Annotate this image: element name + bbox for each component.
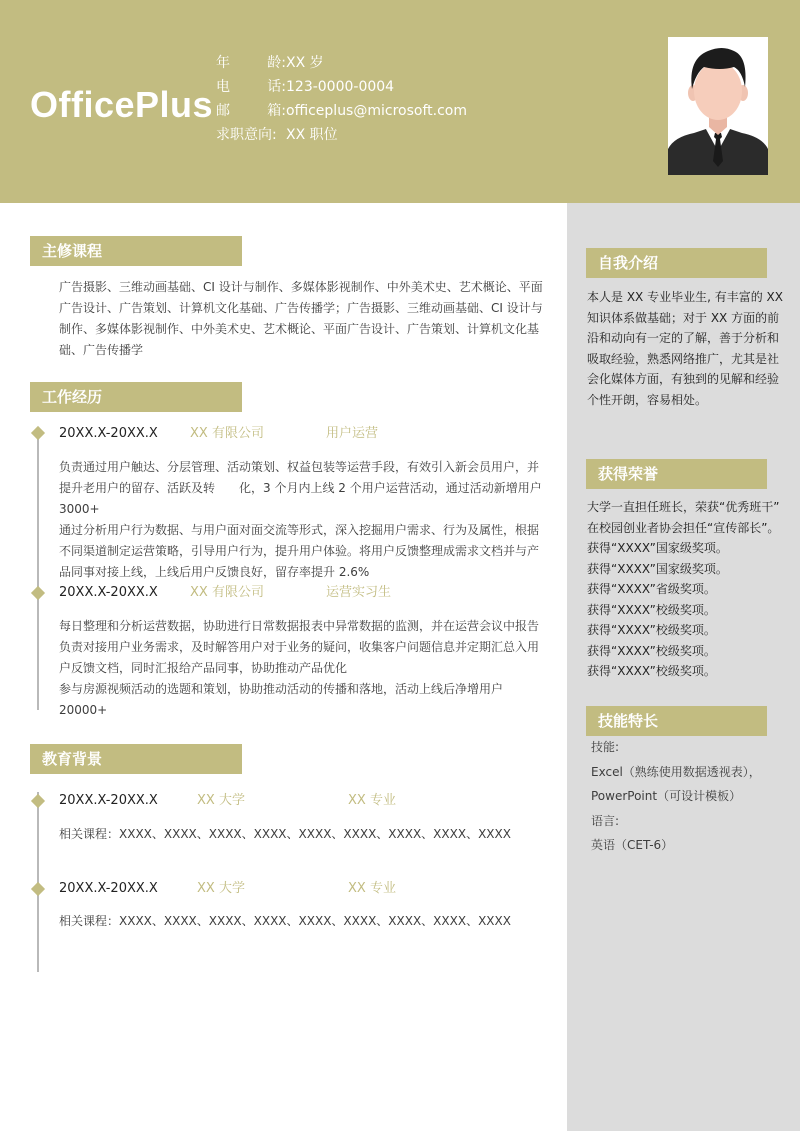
edu-entry-1-major: XX 专业 <box>348 793 396 808</box>
edu-entry-1-header <box>59 791 396 811</box>
phone-value: 123-0000-0004 <box>286 79 395 95</box>
edu-entry-2-header <box>59 879 396 899</box>
profile-photo <box>668 37 768 175</box>
edu-entry-2-marker <box>31 882 45 896</box>
work-entry-2-description: 每日整理和分析运营数据，协助进行日常数据报表中异常数据的监测，并在运营会议中报告 负责对接用户业务需求，及时解答用户对于业务的疑问，收集客户问题信息并定期汇总入用 户反馈文档，同时汇报给产品同事，协助推动产品优化 参与房源视频活动的选题和策划，协助推动活动的传播和落地，活动上线后净增用户 20000+ <box>59 619 540 717</box>
work-entry-2-date: 20XX.X-20XX.X <box>59 585 158 600</box>
header-banner <box>0 0 800 203</box>
edu-entry-1-marker <box>31 794 45 808</box>
edu-entry-2-date: 20XX.X-20XX.X <box>59 881 158 896</box>
avatar-icon <box>668 37 768 175</box>
edu-entry-2-school: XX 大学 <box>197 881 245 896</box>
work-entry-2-header <box>59 583 392 603</box>
honors-list: 大学一直担任班长，荣获“优秀班干” 在校园创业者协会担任“宣传部长”。 获得“XXXX”国家级奖项。 获得“XXXX”国家级奖项。 获得“XXXX”省级奖项。 获得“XXXX”校级奖项。 获得“XXXX”校级奖项。 获得“XXXX”校级奖项。 获得“XXXX”校级奖项。 <box>587 500 780 678</box>
edu-entry-2-courses: 相关课程：XXXX、XXXX、XXXX、XXXX、XXXX、XXXX、XXXX、XXXX、XXXX <box>59 914 511 928</box>
edu-entry-1-courses: 相关课程：XXXX、XXXX、XXXX、XXXX、XXXX、XXXX、XXXX、XXXX、XXXX <box>59 827 511 841</box>
age-value: XX 岁 <box>286 55 324 71</box>
personal-info <box>216 52 467 148</box>
work-timeline <box>37 432 39 710</box>
work-entry-2-marker <box>31 586 45 600</box>
work-entry-2-company: XX 有限公司 <box>190 585 264 600</box>
work-entry-1-company: XX 有限公司 <box>190 426 264 441</box>
info-row-email: 邮 箱: officeplus@microsoft.com <box>216 100 467 124</box>
edu-entry-2-major: XX 专业 <box>348 881 396 896</box>
edu-entry-1-date: 20XX.X-20XX.X <box>59 793 158 808</box>
honors-section-title: 获得荣誉 <box>586 459 767 489</box>
work-entry-1-description: 负责通过用户触达、分层管理、活动策划、权益包装等运营手段，有效引入新会员用户，并 提升老用户的留存、活跃及转 化，3 个月内上线 2 个用户运营活动，通过活动新增用户 3000+ 通过分析用户行为数据、与用户面对面交流等形式，深入挖掘用户需求、行为及属性，根据 不同渠道制定运营策略，引导用户行为，提升用户体验。将用户反馈整理成需求文档并与产 品同事对接上线，上线后用户反馈良好，留存率提升 2.6% <box>59 460 542 579</box>
skills-section-title: 技能特长 <box>586 706 767 736</box>
work-section-title: 工作经历 <box>30 382 242 412</box>
work-entry-1-header <box>59 424 379 444</box>
work-entry-1-date: 20XX.X-20XX.X <box>59 426 158 441</box>
info-row-phone: 电 话: 123-0000-0004 <box>216 76 467 100</box>
education-section-title: 教育背景 <box>30 744 242 774</box>
courses-text: 广告摄影、三维动画基础、CI 设计与制作、多媒体影视制作、中外美术史、艺术概论、平面 广告设计、广告策划、计算机文化基础、广告传播学；广告摄影、三维动画基础、CI 设计与 制作、多媒体影视制作、中外美术史、艺术概论、平面广告设计、广告策划、计算机文化基 础、广告传播学 <box>59 280 543 357</box>
work-entry-1-marker <box>31 426 45 440</box>
info-row-age: 年 龄: XX 岁 <box>216 52 467 76</box>
intro-section-title: 自我介绍 <box>586 248 767 278</box>
objective-value: XX 职位 <box>286 127 338 143</box>
info-row-objective: 求职意向: XX 职位 <box>216 124 467 148</box>
skills-list: 技能: Excel（熟练使用数据透视表）， PowerPoint（可设计模板） 语言: 英语（CET-6） <box>591 740 761 852</box>
courses-section-title: 主修课程 <box>30 236 242 266</box>
intro-text: 本人是 XX 专业毕业生, 有丰富的 XX 知识体系做基础；对于 XX 方面的前 沿和动向有一定的了解，善于分析和 吸取经验，熟悉网络推广，尤其是社 会化媒体方面，有独到的见解和经验 个性开朗，容易相处。 <box>587 290 783 407</box>
work-entry-1-role: 用户运营 <box>326 426 379 441</box>
brand-name: OfficePlus <box>30 84 214 125</box>
email-value: officeplus@microsoft.com <box>286 103 467 119</box>
work-entry-2-role: 运营实习生 <box>326 585 392 600</box>
edu-entry-1-school: XX 大学 <box>197 793 245 808</box>
